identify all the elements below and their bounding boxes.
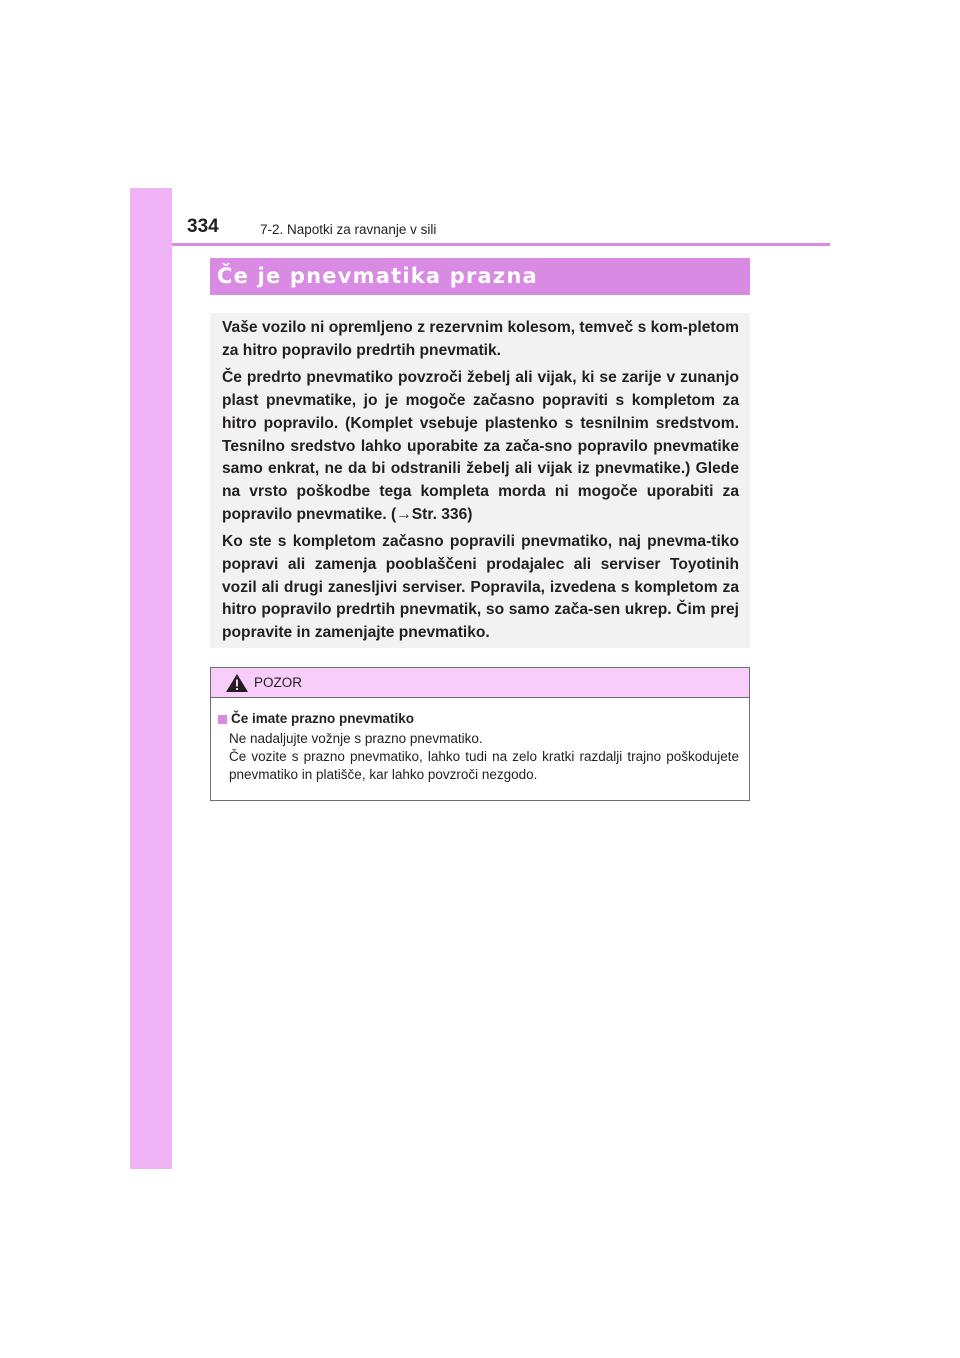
section-label: 7-2. Napotki za ravnanje v sili <box>260 222 437 237</box>
warning-item-heading-text: Če imate prazno pnevmatiko <box>231 711 415 726</box>
warning-header <box>211 668 749 698</box>
page-title: Če je pnevmatika prazna <box>217 264 538 288</box>
warning-label: POZOR <box>254 675 303 690</box>
warning-triangle-icon <box>225 673 249 693</box>
intro-paragraph: Ko ste s kompletom začasno popravili pnevmatiko, naj pnevma-tiko popravi ali zamenja pooblaščeni prodajalec ali serviser Toyotinih vozil ali drugi zanesljivi serviser. Popravila, izvedena s kompletom za hitro popravilo predrtih pnevmatik, so samo zača-sen ukrep. Čim prej popravite in zamenjajte pnevmatiko. <box>222 533 739 642</box>
warning-body <box>211 698 749 784</box>
warning-item-line: Če vozite s prazno pnevmatiko, lahko tudi na zelo kratki razdalji trajno poškodujete pnevmatiko in platišče, kar lahko povzroči nezgodo. <box>229 749 739 782</box>
intro-paragraph: Če predrto pnevmatiko povzroči žebelj ali vijak, ki se zarije v zunanjo plast pnevmatike, jo je mogoče začasno popraviti s kompletom za hitro popravilo. (Komplet vsebuje plastenko s tesnilnim sredstvom. Tesnilno sredstvo lahko uporabite za zača-sno popravilo pnevmatike samo enkrat, ne da bi odstranili žebelj ali vijak iz pnevmatike.) Glede na vrsto poškodbe tega kompleta morda ni mogoče uporabiti za popravilo pnevmatike. (→Str. 336) <box>222 369 739 523</box>
warning-item-text <box>229 730 739 784</box>
title-bar <box>210 258 750 295</box>
page-number: 334 <box>187 216 219 237</box>
intro-box <box>210 313 750 648</box>
header-rule <box>172 243 830 246</box>
intro-paragraph: Vaše vozilo ni opremljeno z rezervnim kolesom, temveč s kom-pletom za hitro popravilo predrtih pnevmatik. <box>222 319 739 359</box>
square-bullet-icon <box>218 715 227 724</box>
warning-item-line: Ne nadaljujte vožnje s prazno pnevmatiko. <box>229 731 483 746</box>
warning-item-heading <box>217 710 739 728</box>
warning-box <box>210 667 750 801</box>
side-color-band <box>130 188 172 1169</box>
